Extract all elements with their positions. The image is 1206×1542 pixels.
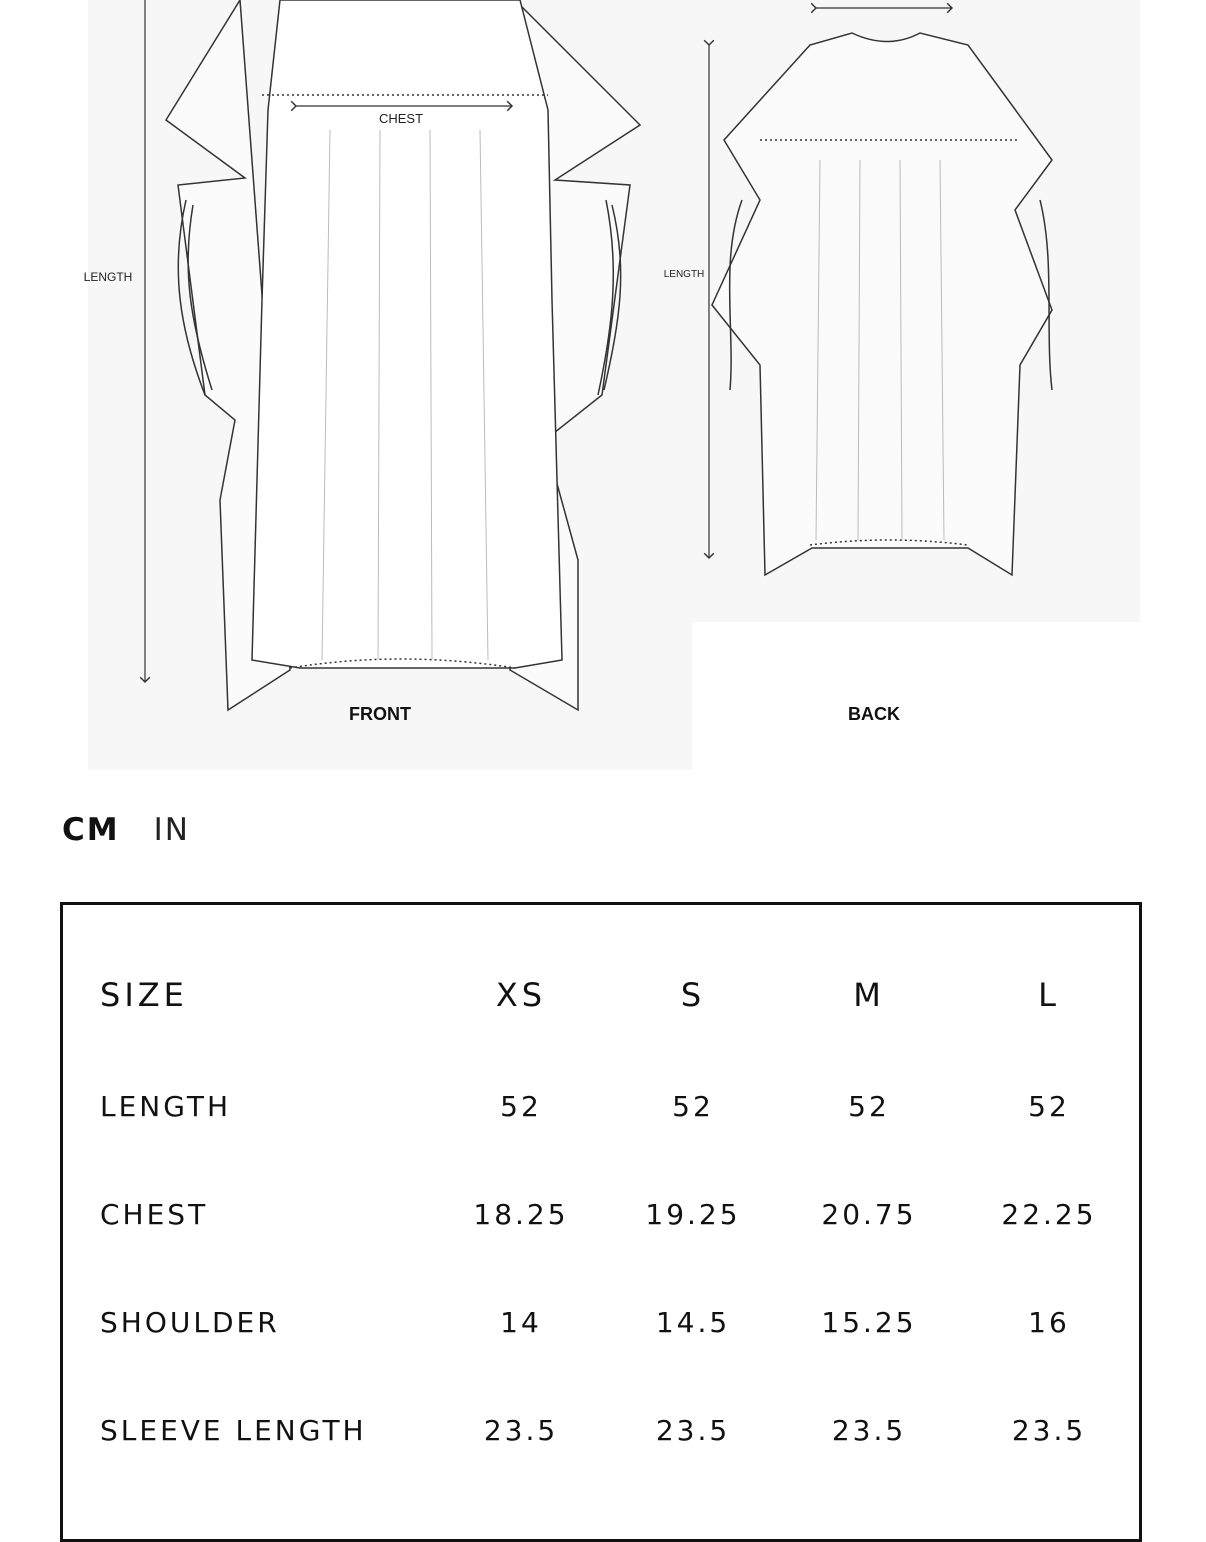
unit-cm-option[interactable]: CM bbox=[62, 812, 120, 848]
table-cell: 52 bbox=[500, 1090, 542, 1123]
back-label: BACK bbox=[848, 704, 900, 724]
table-cell: 52 bbox=[672, 1090, 714, 1123]
table-row bbox=[63, 1293, 1139, 1353]
table-header-row bbox=[63, 965, 1139, 1025]
table-row bbox=[63, 1077, 1139, 1137]
front-chest-label: CHEST bbox=[378, 111, 424, 126]
row-label: LENGTH bbox=[100, 1090, 232, 1123]
table-cell: 14 bbox=[500, 1306, 542, 1339]
unit-in-option[interactable]: IN bbox=[153, 812, 190, 848]
table-cell: 20.75 bbox=[821, 1198, 917, 1231]
table-row bbox=[63, 1185, 1139, 1245]
unit-toggle bbox=[62, 812, 190, 848]
front-label: FRONT bbox=[349, 704, 411, 724]
table-cell: 23.5 bbox=[655, 1414, 731, 1447]
header-m: M bbox=[853, 976, 885, 1014]
table-cell: 14.5 bbox=[655, 1306, 731, 1339]
table-cell: 23.5 bbox=[1011, 1414, 1087, 1447]
table-cell: 16 bbox=[1028, 1306, 1070, 1339]
header-size: SIZE bbox=[100, 976, 188, 1014]
size-chart-table bbox=[60, 902, 1142, 1542]
row-label: SHOULDER bbox=[100, 1306, 280, 1339]
row-label: SLEEVE LENGTH bbox=[100, 1414, 367, 1447]
header-s: S bbox=[680, 976, 706, 1014]
header-l: L bbox=[1038, 976, 1060, 1014]
table-cell: 19.25 bbox=[645, 1198, 741, 1231]
table-row bbox=[63, 1401, 1139, 1461]
table-cell: 15.25 bbox=[821, 1306, 917, 1339]
table-cell: 22.25 bbox=[1001, 1198, 1097, 1231]
table-cell: 23.5 bbox=[483, 1414, 559, 1447]
back-garment-drawing bbox=[712, 33, 1052, 575]
row-label: CHEST bbox=[100, 1198, 209, 1231]
table-cell: 23.5 bbox=[831, 1414, 907, 1447]
front-length-label: LENGTH bbox=[83, 270, 133, 284]
table-cell: 52 bbox=[1028, 1090, 1070, 1123]
table-cell: 52 bbox=[848, 1090, 890, 1123]
header-xs: XS bbox=[495, 976, 547, 1014]
back-length-label: LENGTH bbox=[663, 269, 705, 280]
table-cell: 18.25 bbox=[473, 1198, 569, 1231]
